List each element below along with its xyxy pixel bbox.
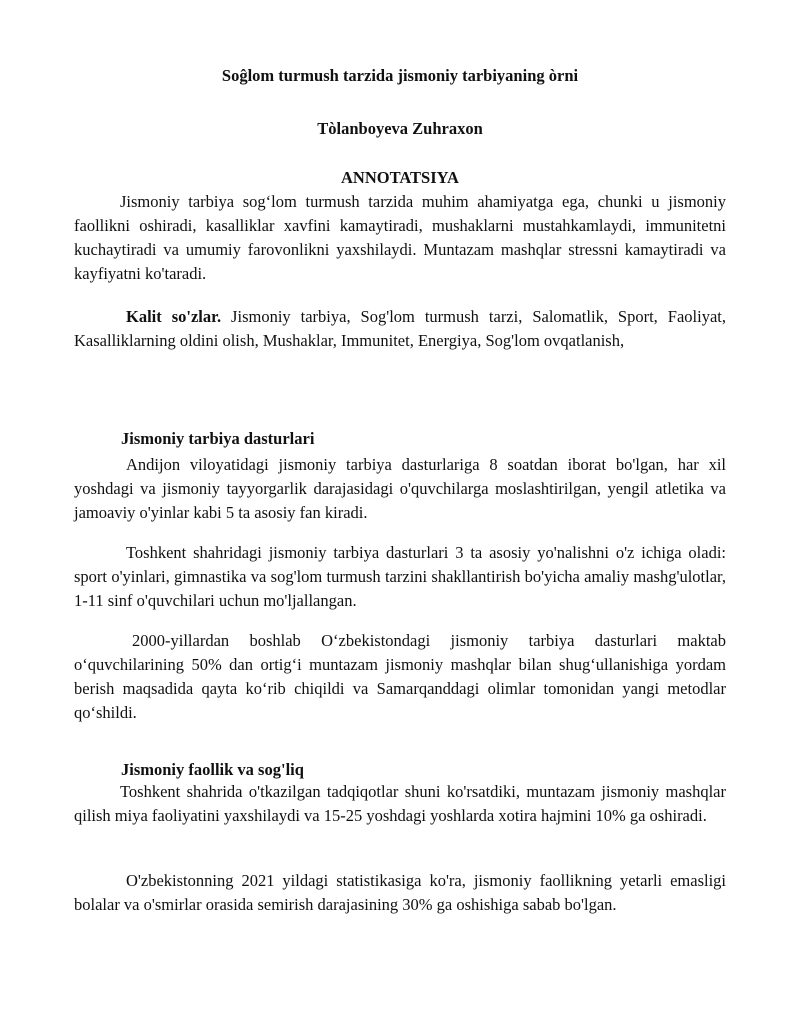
section-heading-activity: Jismoniy faollik va sog'liq	[121, 760, 304, 779]
section1-paragraph-2: Toshkent shahridagi jismoniy tarbiya dasturlari 3 ta asosiy yo'nalishni o'z ichiga oladi: sport o'yinlari, gimnastika va sog'lom turmush tarzini shakllantirish bo'yicha amaliy mashg'ulotlar, 1-11 sinf o'quvchilari uchun mo'ljallangan.	[74, 543, 726, 610]
annotation-paragraph: Jismoniy tarbiya sog‘lom turmush tarzida muhim ahamiyatga ega, chunki u jismoniy faollikni oshiradi, kasalliklar xavfini kamaytiradi, mushaklarni mustahkamlaydi, immunitetni kuchaytiradi va umumiy farovonlikni yaxshilaydi. Muntazam mashqlar stressni kamaytiradi va kayfiyatni ko'taradi.	[74, 192, 726, 283]
section1-paragraph-1: Andijon viloyatidagi jismoniy tarbiya dasturlariga 8 soatdan iborat bo'lgan, har xil yoshdagi va jismoniy tayyorgarlik darajasidagi o'quvchilarga moslashtirilgan, yengil atletika va jamoaviy o'yinlar kabi 5 ta asosiy fan kiradi.	[74, 455, 726, 522]
keywords-paragraph	[74, 305, 726, 353]
document-title: Soĝlom turmush tarzida jismoniy tarbiyaning òrni	[221, 66, 579, 85]
section2-paragraph-2: O'zbekistonning 2021 yildagi statistikasiga ko'ra, jismoniy faollikning yetarli emasligi bolalar va o'smirlar orasida semirish darajasining 30% ga oshishiga sabab bo'lgan.	[74, 871, 726, 914]
keywords-text: Jismoniy tarbiya, Sog'lom turmush tarzi, Salomatlik, Sport, Faoliyat, Kasalliklarning oldini olish, Mushaklar, Immunitet, Energiya, Sog'lom ovqatlanish,	[74, 307, 726, 350]
keywords-label: Kalit so'zlar.	[126, 307, 222, 326]
section-heading-programs: Jismoniy tarbiya dasturlari	[121, 429, 315, 448]
section1-paragraph-3: 2000-yillardan boshlab O‘zbekistondagi jismoniy tarbiya dasturlari maktab o‘quvchilarining 50% dan ortig‘i muntazam jismoniy mashqlar bilan shug‘ullanishiga yordam berish maqsadida qayta ko‘rib chiqildi va Samarqanddagi olimlar tomonidan yangi metodlar qo‘shildi.	[74, 631, 726, 722]
author-name: Tòlanboyeva Zuhraxon	[317, 119, 483, 138]
annotation-heading: ANNOTATSIYA	[341, 168, 459, 187]
section2-paragraph-1: Toshkent shahrida o'tkazilgan tadqiqotlar shuni ko'rsatdiki, muntazam jismoniy mashqlar qilish miya faoliyatini yaxshilaydi va 15-25 yoshdagi yoshlarda xotira hajmini 10% ga oshiradi.	[74, 782, 726, 825]
